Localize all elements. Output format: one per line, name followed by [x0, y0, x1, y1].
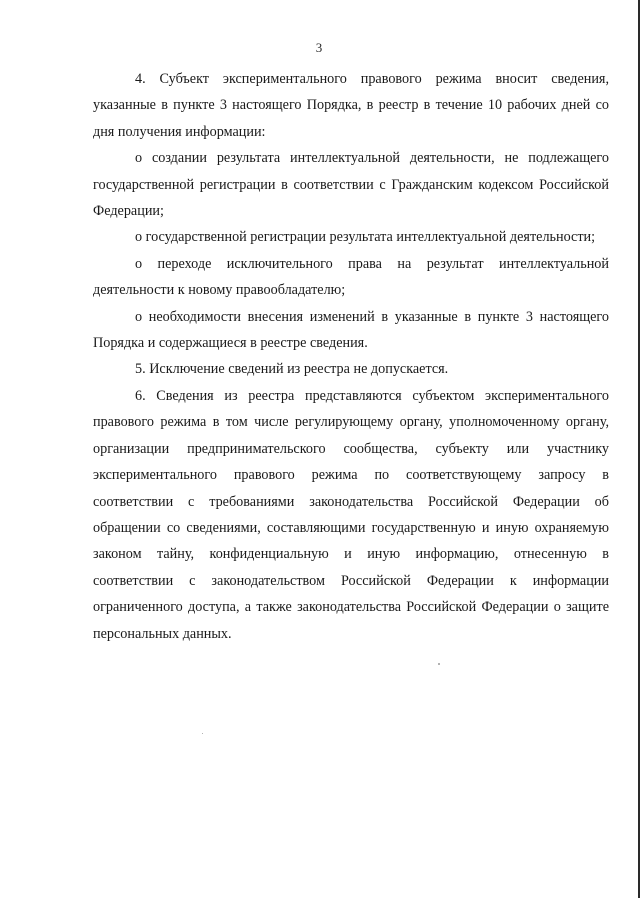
- paragraph-state-registration: о государственной регистрации результата интеллектуальной деятельности;: [135, 229, 596, 246]
- paragraph-5: 5. Исключение сведений из реестра не допускается.: [135, 361, 449, 378]
- document-body: [93, 66, 609, 647]
- paragraph-right-transfer: о переходе исключительного права на результат интеллектуальной деятельности к новому правообладателю;: [93, 255, 609, 299]
- paragraph-changes-needed: о необходимости внесения изменений в указанные в пункте 3 настоящего Порядка и содержащиеся в реестре сведения.: [93, 308, 609, 352]
- paragraph-6: 6. Сведения из реестра представляются субъектом экспериментального правового режима в том числе регулирующему органу, уполномоченному органу, организации предпринимательского сообщества, субъекту или участнику экспериментального правового режима по соответствующему запросу в соответствии с требованиями законодательства Российской Федерации об обращении со сведениями, составляющими государственную и иную охраняемую законом тайну, конфиденциальную и иную информацию, отнесенную в соответствии с законодательством Российской Федерации к информации ограниченного доступа, а также законодательства Российской Федерации о защите персональных данных.: [93, 387, 609, 642]
- paragraph-creation-result: о создании результата интеллектуальной деятельности, не подлежащего государственной регистрации в соответствии с Гражданским кодексом Российской Федерации;: [93, 150, 609, 220]
- scan-speck: [438, 663, 440, 665]
- paragraph-4: 4. Субъект экспериментального правового режима вносит сведения, указанные в пункте 3 настоящего Порядка, в реестр в течение 10 рабочих дней со дня получения информации:: [93, 71, 609, 140]
- scan-speck: [202, 733, 203, 734]
- page-number: 3: [315, 40, 323, 55]
